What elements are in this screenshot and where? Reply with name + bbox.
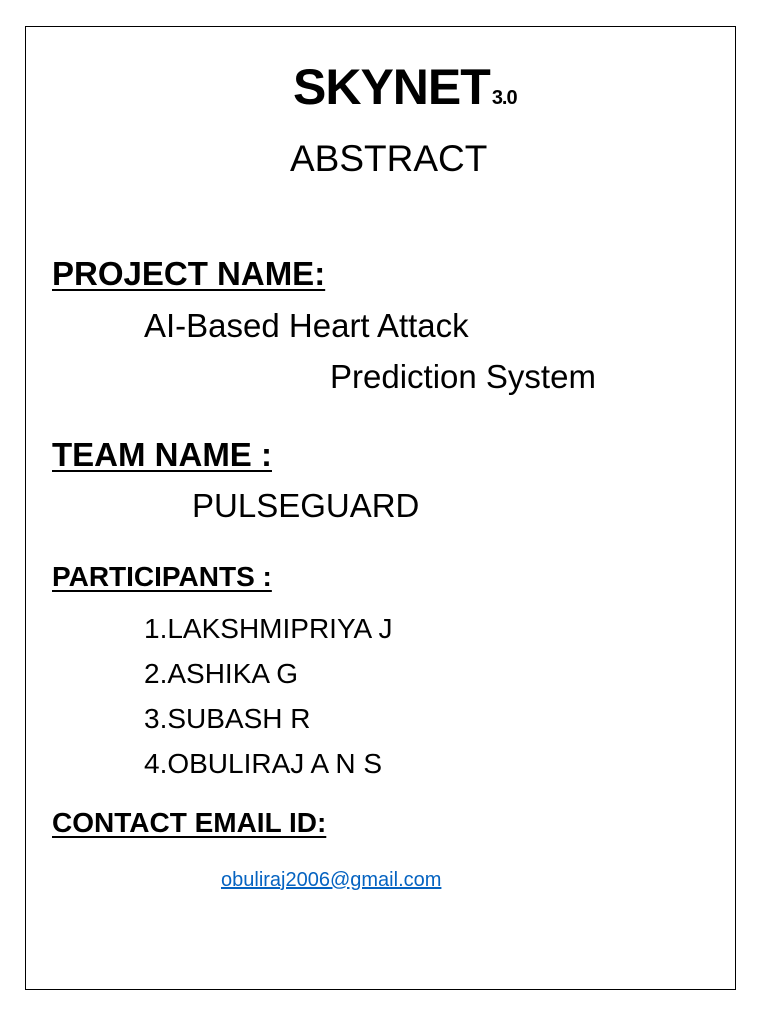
title-text: SKYNET — [293, 59, 490, 115]
team-name-value: PULSEGUARD — [192, 487, 420, 524]
participant-item: 2.ASHIKA G — [144, 658, 299, 689]
participant-item: 4.OBULIRAJ A N S — [144, 748, 383, 779]
document-subtitle: ABSTRACT — [290, 138, 488, 179]
participants-list — [144, 606, 392, 786]
participant-item: 1.LAKSHMIPRIYA J — [144, 613, 393, 644]
contact-email-heading: CONTACT EMAIL ID: — [52, 807, 327, 838]
project-name-line2: Prediction System — [330, 358, 596, 395]
title-version: 3.0 — [491, 87, 517, 109]
project-name-heading: PROJECT NAME: — [52, 255, 326, 292]
project-name-line1: AI-Based Heart Attack — [144, 307, 469, 344]
team-name-heading: TEAM NAME : — [52, 436, 272, 473]
participants-heading: PARTICIPANTS : — [52, 561, 272, 592]
document-title — [293, 59, 517, 115]
participant-item: 3.SUBASH R — [144, 703, 311, 734]
contact-email-link[interactable]: obuliraj2006@gmail.com — [221, 869, 442, 891]
